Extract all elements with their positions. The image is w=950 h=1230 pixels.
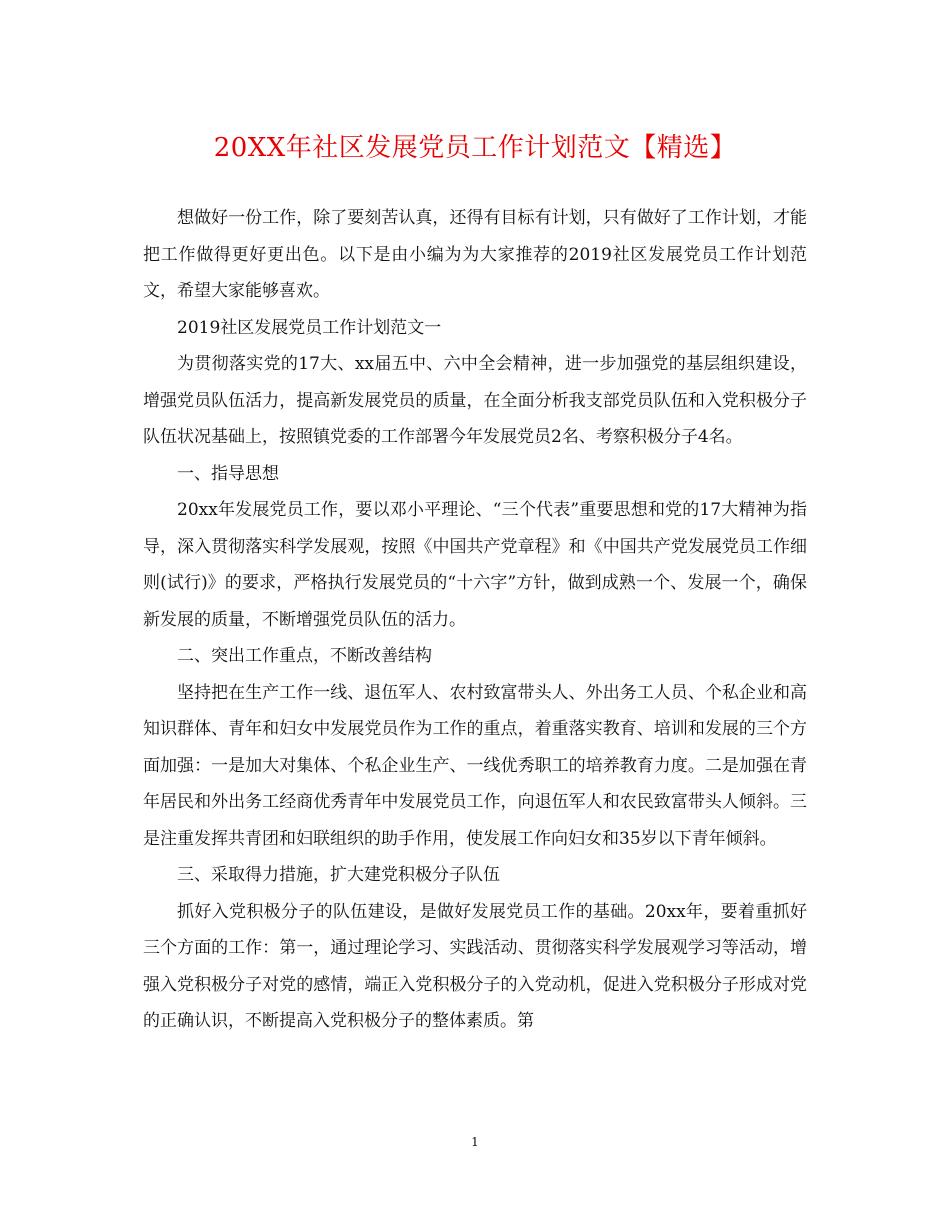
paragraph-work-focus: 坚持把在生产工作一线、退伍军人、农村致富带头人、外出务工人员、个私企业和高知识群体、青年和妇女中发展党员作为工作的重点，着重落实教育、培训和发展的三个方面加强：一是加大对集体、个私企业生产、一线优秀职工的培养教育力度。二是加强在青年居民和外出务工经商优秀青年中发展党员工作，向退伍军人和农民致富带头人倾斜。三是注重发挥共青团和妇联组织的助手作用，使发展工作向妇女和35岁以下青年倾斜。 xyxy=(143,682,807,849)
document-title: 20XX年社区发展党员工作计划范文【精选】 xyxy=(213,133,737,163)
paragraph-measures: 抓好入党积极分子的队伍建设，是做好发展党员工作的基础。20xx年，要着重抓好三个方面的工作：第一，通过理论学习、实践活动、贯彻落实科学发展观学习等活动，增强入党积极分子对党的感情，端正入党积极分子的入党动机，促进入党积极分子形成对党的正确认识，不断提高入党积极分子的整体素质。第 xyxy=(143,901,807,1031)
heading-work-focus: 二、突出工作重点，不断改善结构 xyxy=(177,646,432,666)
paragraph-guiding-ideology: 20xx年发展党员工作，要以邓小平理论、“三个代表”重要思想和党的17大精神为指导，深入贯彻落实科学发展观，按照《中国共产党章程》和《中国共产党发展党员工作细则(试行)》的要求，严格执行发展党员的“十六字”方针，做到成熟一个、发展一个，确保新发展的质量，不断增强党员队伍的活力。 xyxy=(143,500,807,630)
heading-guiding-ideology: 一、指导思想 xyxy=(177,463,279,484)
page-number: 1 xyxy=(471,1135,479,1149)
paragraph-section-heading: 2019社区发展党员工作计划范文一 xyxy=(177,317,442,338)
paragraph-purpose: 为贯彻落实党的17大、xx届五中、六中全会精神，进一步加强党的基层组织建设，增强党员队伍活力，提高新发展党员的质量，在全面分析我支部党员队伍和入党积极分子队伍状况基础上，按照镇党委的工作部署今年发展党员2名、考察积极分子4名。 xyxy=(143,354,807,447)
document-body xyxy=(143,200,807,1040)
paragraph-intro: 想做好一份工作，除了要刻苦认真，还得有目标有计划，只有做好了工作计划，才能把工作做得更好更出色。以下是由小编为为大家推荐的2019社区发展党员工作计划范文，希望大家能够喜欢。 xyxy=(143,208,807,301)
heading-measures: 三、采取得力措施，扩大建党积极分子队伍 xyxy=(177,865,500,885)
